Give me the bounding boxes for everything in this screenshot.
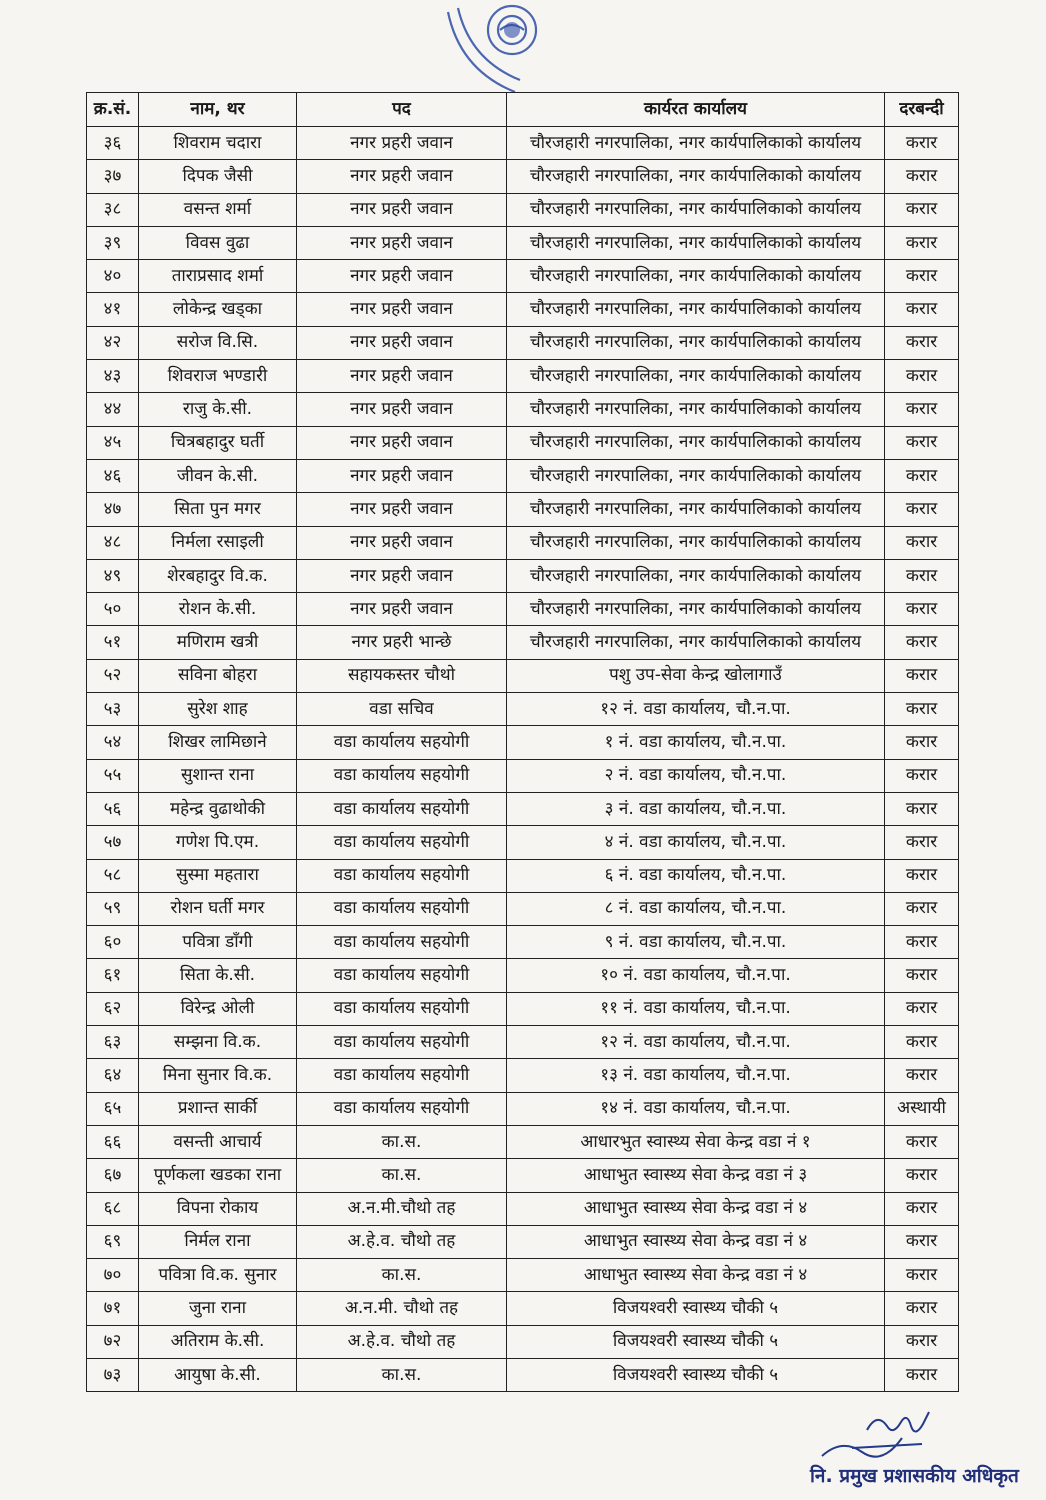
cell-position-type: करार	[885, 693, 959, 726]
cell-post: नगर प्रहरी जवान	[297, 493, 507, 526]
cell-post: नगर प्रहरी जवान	[297, 393, 507, 426]
cell-position-type: करार	[885, 992, 959, 1025]
table-row	[87, 1358, 959, 1391]
cell-position-type: करार	[885, 959, 959, 992]
cell-position-type: करार	[885, 326, 959, 359]
cell-post: वडा कार्यालय सहयोगी	[297, 859, 507, 892]
table-row	[87, 859, 959, 892]
cell-serial: ५१	[87, 626, 139, 659]
cell-office: १२ नं. वडा कार्यालय, चौ.न.पा.	[507, 693, 885, 726]
cell-post: नगर प्रहरी जवान	[297, 559, 507, 592]
cell-post: वडा कार्यालय सहयोगी	[297, 1092, 507, 1125]
table-row	[87, 693, 959, 726]
cell-office: चौरजहारी नगरपालिका, नगर कार्यपालिकाको कार्यालय	[507, 526, 885, 559]
cell-post: वडा कार्यालय सहयोगी	[297, 826, 507, 859]
cell-name: अतिराम के.सी.	[139, 1325, 297, 1358]
table-row	[87, 260, 959, 293]
table-row	[87, 193, 959, 226]
cell-office: २ नं. वडा कार्यालय, चौ.न.पा.	[507, 759, 885, 792]
cell-position-type: करार	[885, 726, 959, 759]
cell-name: विपना रोकाय	[139, 1192, 297, 1225]
cell-position-type: करार	[885, 426, 959, 459]
table-row	[87, 659, 959, 692]
cell-serial: ७२	[87, 1325, 139, 1358]
cell-position-type: करार	[885, 792, 959, 825]
cell-serial: ५९	[87, 892, 139, 925]
cell-office: ४ नं. वडा कार्यालय, चौ.न.पा.	[507, 826, 885, 859]
table-row	[87, 393, 959, 426]
cell-name: सविना बोहरा	[139, 659, 297, 692]
table-row	[87, 1125, 959, 1158]
cell-name: पवित्रा डाँगी	[139, 926, 297, 959]
cell-position-type: करार	[885, 759, 959, 792]
cell-serial: ४१	[87, 293, 139, 326]
cell-name: मिना सुनार वि.क.	[139, 1059, 297, 1092]
cell-serial: ४८	[87, 526, 139, 559]
cell-serial: ४०	[87, 260, 139, 293]
cell-serial: ४३	[87, 360, 139, 393]
cell-name: पवित्रा वि.क. सुनार	[139, 1259, 297, 1292]
cell-name: महेन्द्र वुढाथोकी	[139, 792, 297, 825]
cell-post: सहायकस्तर चौथो	[297, 659, 507, 692]
cell-serial: ४५	[87, 426, 139, 459]
table-row	[87, 1225, 959, 1258]
header-position-type: दरबन्दी	[885, 93, 959, 127]
cell-post: अ.हे.व. चौथो तह	[297, 1325, 507, 1358]
cell-name: पूर्णकला खडका राना	[139, 1159, 297, 1192]
cell-serial: ५७	[87, 826, 139, 859]
table-row	[87, 426, 959, 459]
table-row	[87, 1192, 959, 1225]
table-row	[87, 293, 959, 326]
table-header-row	[87, 93, 959, 127]
cell-office: चौरजहारी नगरपालिका, नगर कार्यपालिकाको कार्यालय	[507, 459, 885, 492]
cell-name: गणेश पि.एम.	[139, 826, 297, 859]
cell-office: चौरजहारी नगरपालिका, नगर कार्यपालिकाको कार्यालय	[507, 593, 885, 626]
table-row	[87, 559, 959, 592]
cell-serial: ६७	[87, 1159, 139, 1192]
cell-position-type: करार	[885, 393, 959, 426]
cell-name: दिपक जैसी	[139, 160, 297, 193]
cell-office: विजयश्वरी स्वास्थ्य चौकी ५	[507, 1358, 885, 1391]
cell-position-type: करार	[885, 626, 959, 659]
table-row	[87, 1325, 959, 1358]
table-row	[87, 593, 959, 626]
cell-serial: ७१	[87, 1292, 139, 1325]
cell-post: वडा कार्यालय सहयोगी	[297, 959, 507, 992]
cell-name: सरोज वि.सि.	[139, 326, 297, 359]
cell-office: ९ नं. वडा कार्यालय, चौ.न.पा.	[507, 926, 885, 959]
cell-post: वडा कार्यालय सहयोगी	[297, 1026, 507, 1059]
cell-position-type: करार	[885, 160, 959, 193]
cell-name: सम्झना वि.क.	[139, 1026, 297, 1059]
cell-post: नगर प्रहरी जवान	[297, 326, 507, 359]
cell-office: चौरजहारी नगरपालिका, नगर कार्यपालिकाको कार्यालय	[507, 493, 885, 526]
signature-mark	[812, 1408, 942, 1468]
staff-roster-table	[86, 92, 959, 1392]
table-row	[87, 160, 959, 193]
table-row	[87, 526, 959, 559]
cell-office: चौरजहारी नगरपालिका, नगर कार्यपालिकाको कार्यालय	[507, 193, 885, 226]
cell-position-type: करार	[885, 1159, 959, 1192]
table-row	[87, 1092, 959, 1125]
cell-serial: ६६	[87, 1125, 139, 1158]
cell-name: सुरेश शाह	[139, 693, 297, 726]
cell-name: सिता पुन मगर	[139, 493, 297, 526]
cell-office: १२ नं. वडा कार्यालय, चौ.न.पा.	[507, 1026, 885, 1059]
cell-position-type: करार	[885, 559, 959, 592]
cell-serial: ५४	[87, 726, 139, 759]
cell-serial: ६८	[87, 1192, 139, 1225]
cell-serial: ६९	[87, 1225, 139, 1258]
header-office: कार्यरत कार्यालय	[507, 93, 885, 127]
table-row	[87, 626, 959, 659]
cell-post: वडा कार्यालय सहयोगी	[297, 726, 507, 759]
table-row	[87, 792, 959, 825]
cell-post: का.स.	[297, 1259, 507, 1292]
cell-office: चौरजहारी नगरपालिका, नगर कार्यपालिकाको कार्यालय	[507, 559, 885, 592]
cell-post: वडा कार्यालय सहयोगी	[297, 926, 507, 959]
cell-position-type: करार	[885, 1325, 959, 1358]
cell-position-type: करार	[885, 526, 959, 559]
cell-serial: ६१	[87, 959, 139, 992]
cell-office: चौरजहारी नगरपालिका, नगर कार्यपालिकाको कार्यालय	[507, 426, 885, 459]
cell-position-type: करार	[885, 1059, 959, 1092]
table-row	[87, 127, 959, 160]
table-row	[87, 826, 959, 859]
cell-position-type: करार	[885, 659, 959, 692]
cell-position-type: करार	[885, 459, 959, 492]
cell-serial: ३९	[87, 226, 139, 259]
cell-office: आधारभुत स्वास्थ्य सेवा केन्द्र वडा नं १	[507, 1125, 885, 1158]
header-post: पद	[297, 93, 507, 127]
cell-serial: ४४	[87, 393, 139, 426]
cell-post: नगर प्रहरी भान्छे	[297, 626, 507, 659]
table-row	[87, 493, 959, 526]
cell-serial: ६५	[87, 1092, 139, 1125]
cell-position-type: करार	[885, 1259, 959, 1292]
cell-name: रोशन घर्ती मगर	[139, 892, 297, 925]
cell-office: पशु उप-सेवा केन्द्र खोलागाउँ	[507, 659, 885, 692]
cell-serial: ४२	[87, 326, 139, 359]
cell-position-type: करार	[885, 593, 959, 626]
cell-name: शिखर लामिछाने	[139, 726, 297, 759]
cell-office: ६ नं. वडा कार्यालय, चौ.न.पा.	[507, 859, 885, 892]
cell-office: चौरजहारी नगरपालिका, नगर कार्यपालिकाको कार्यालय	[507, 360, 885, 393]
cell-office: चौरजहारी नगरपालिका, नगर कार्यपालिकाको कार्यालय	[507, 293, 885, 326]
cell-office: चौरजहारी नगरपालिका, नगर कार्यपालिकाको कार्यालय	[507, 226, 885, 259]
cell-office: चौरजहारी नगरपालिका, नगर कार्यपालिकाको कार्यालय	[507, 393, 885, 426]
cell-name: निर्मल राना	[139, 1225, 297, 1258]
cell-position-type: करार	[885, 1026, 959, 1059]
table-row	[87, 226, 959, 259]
cell-name: शेरबहादुर वि.क.	[139, 559, 297, 592]
cell-name: वसन्ती आचार्य	[139, 1125, 297, 1158]
table-row	[87, 1292, 959, 1325]
cell-post: वडा कार्यालय सहयोगी	[297, 892, 507, 925]
header-serial: क्र.सं.	[87, 93, 139, 127]
cell-post: वडा सचिव	[297, 693, 507, 726]
cell-name: राजु के.सी.	[139, 393, 297, 426]
cell-serial: ४९	[87, 559, 139, 592]
cell-position-type: करार	[885, 493, 959, 526]
cell-position-type: अस्थायी	[885, 1092, 959, 1125]
cell-position-type: करार	[885, 1192, 959, 1225]
table-row	[87, 759, 959, 792]
cell-post: नगर प्रहरी जवान	[297, 293, 507, 326]
cell-name: प्रशान्त सार्की	[139, 1092, 297, 1125]
cell-serial: ५६	[87, 792, 139, 825]
cell-serial: ६०	[87, 926, 139, 959]
cell-name: सिता के.सी.	[139, 959, 297, 992]
cell-position-type: करार	[885, 892, 959, 925]
cell-office: आधाभुत स्वास्थ्य सेवा केन्द्र वडा नं ३	[507, 1159, 885, 1192]
cell-position-type: करार	[885, 293, 959, 326]
cell-post: अ.न.मी. चौथो तह	[297, 1292, 507, 1325]
cell-post: का.स.	[297, 1125, 507, 1158]
cell-position-type: करार	[885, 926, 959, 959]
cell-name: रोशन के.सी.	[139, 593, 297, 626]
cell-position-type: करार	[885, 1292, 959, 1325]
cell-post: नगर प्रहरी जवान	[297, 160, 507, 193]
cell-post: नगर प्रहरी जवान	[297, 459, 507, 492]
cell-name: निर्मला रसाइली	[139, 526, 297, 559]
cell-serial: ३६	[87, 127, 139, 160]
cell-name: आयुषा के.सी.	[139, 1358, 297, 1391]
cell-name: वसन्त शर्मा	[139, 193, 297, 226]
cell-serial: ६२	[87, 992, 139, 1025]
table-row	[87, 892, 959, 925]
cell-position-type: करार	[885, 260, 959, 293]
cell-post: नगर प्रहरी जवान	[297, 360, 507, 393]
cell-serial: ५३	[87, 693, 139, 726]
table-row	[87, 326, 959, 359]
table-row	[87, 1059, 959, 1092]
cell-serial: ५८	[87, 859, 139, 892]
cell-office: आधाभुत स्वास्थ्य सेवा केन्द्र वडा नं ४	[507, 1259, 885, 1292]
cell-position-type: करार	[885, 1358, 959, 1391]
cell-post: नगर प्रहरी जवान	[297, 127, 507, 160]
cell-name: जुना राना	[139, 1292, 297, 1325]
cell-office: चौरजहारी नगरपालिका, नगर कार्यपालिकाको कार्यालय	[507, 626, 885, 659]
cell-serial: ५५	[87, 759, 139, 792]
table-row	[87, 726, 959, 759]
table-row	[87, 926, 959, 959]
cell-name: सुशान्त राना	[139, 759, 297, 792]
cell-name: विरेन्द्र ओली	[139, 992, 297, 1025]
cell-post: वडा कार्यालय सहयोगी	[297, 1059, 507, 1092]
table-row	[87, 992, 959, 1025]
cell-serial: ४६	[87, 459, 139, 492]
cell-office: विजयश्वरी स्वास्थ्य चौकी ५	[507, 1325, 885, 1358]
cell-office: ३ नं. वडा कार्यालय, चौ.न.पा.	[507, 792, 885, 825]
cell-post: नगर प्रहरी जवान	[297, 593, 507, 626]
cell-post: नगर प्रहरी जवान	[297, 426, 507, 459]
table-row	[87, 959, 959, 992]
cell-post: नगर प्रहरी जवान	[297, 260, 507, 293]
cell-position-type: करार	[885, 127, 959, 160]
officer-designation: नि. प्रमुख प्रशासकीय अधिकृत	[810, 1465, 1019, 1487]
cell-post: अ.न.मी.चौथो तह	[297, 1192, 507, 1225]
cell-post: वडा कार्यालय सहयोगी	[297, 792, 507, 825]
cell-position-type: करार	[885, 1125, 959, 1158]
cell-office: १ नं. वडा कार्यालय, चौ.न.पा.	[507, 726, 885, 759]
cell-post: वडा कार्यालय सहयोगी	[297, 759, 507, 792]
cell-serial: ७३	[87, 1358, 139, 1391]
cell-name: शिवराम चदारा	[139, 127, 297, 160]
cell-name: शिवराज भण्डारी	[139, 360, 297, 393]
cell-name: मणिराम खत्री	[139, 626, 297, 659]
cell-name: लोकेन्द्र खड्का	[139, 293, 297, 326]
cell-serial: ३७	[87, 160, 139, 193]
cell-office: चौरजहारी नगरपालिका, नगर कार्यपालिकाको कार्यालय	[507, 127, 885, 160]
header-name: नाम, थर	[139, 93, 297, 127]
cell-serial: ५२	[87, 659, 139, 692]
table-row	[87, 1159, 959, 1192]
cell-name: चित्रबहादुर घर्ती	[139, 426, 297, 459]
cell-position-type: करार	[885, 226, 959, 259]
table-row	[87, 459, 959, 492]
cell-name: विवस वुढा	[139, 226, 297, 259]
cell-serial: ६३	[87, 1026, 139, 1059]
cell-serial: ३८	[87, 193, 139, 226]
cell-position-type: करार	[885, 859, 959, 892]
cell-post: वडा कार्यालय सहयोगी	[297, 992, 507, 1025]
cell-office: आधाभुत स्वास्थ्य सेवा केन्द्र वडा नं ४	[507, 1225, 885, 1258]
cell-office: १४ नं. वडा कार्यालय, चौ.न.पा.	[507, 1092, 885, 1125]
cell-serial: ७०	[87, 1259, 139, 1292]
cell-office: १३ नं. वडा कार्यालय, चौ.न.पा.	[507, 1059, 885, 1092]
cell-position-type: करार	[885, 193, 959, 226]
cell-name: ताराप्रसाद शर्मा	[139, 260, 297, 293]
cell-post: का.स.	[297, 1159, 507, 1192]
cell-office: चौरजहारी नगरपालिका, नगर कार्यपालिकाको कार्यालय	[507, 326, 885, 359]
cell-post: नगर प्रहरी जवान	[297, 526, 507, 559]
cell-post: नगर प्रहरी जवान	[297, 193, 507, 226]
cell-position-type: करार	[885, 360, 959, 393]
cell-office: विजयश्वरी स्वास्थ्य चौकी ५	[507, 1292, 885, 1325]
cell-post: का.स.	[297, 1358, 507, 1391]
cell-serial: ५०	[87, 593, 139, 626]
cell-office: चौरजहारी नगरपालिका, नगर कार्यपालिकाको कार्यालय	[507, 260, 885, 293]
cell-office: ८ नं. वडा कार्यालय, चौ.न.पा.	[507, 892, 885, 925]
cell-serial: ४७	[87, 493, 139, 526]
cell-office: चौरजहारी नगरपालिका, नगर कार्यपालिकाको कार्यालय	[507, 160, 885, 193]
cell-position-type: करार	[885, 826, 959, 859]
table-row	[87, 360, 959, 393]
cell-name: सुस्मा महतारा	[139, 859, 297, 892]
table-row	[87, 1026, 959, 1059]
cell-post: अ.हे.व. चौथो तह	[297, 1225, 507, 1258]
cell-office: ११ नं. वडा कार्यालय, चौ.न.पा.	[507, 992, 885, 1025]
table-body	[87, 127, 959, 1392]
cell-office: १० नं. वडा कार्यालय, चौ.न.पा.	[507, 959, 885, 992]
cell-post: नगर प्रहरी जवान	[297, 226, 507, 259]
cell-serial: ६४	[87, 1059, 139, 1092]
cell-office: आधाभुत स्वास्थ्य सेवा केन्द्र वडा नं ४	[507, 1192, 885, 1225]
cell-name: जीवन के.सी.	[139, 459, 297, 492]
cell-position-type: करार	[885, 1225, 959, 1258]
table-row	[87, 1259, 959, 1292]
